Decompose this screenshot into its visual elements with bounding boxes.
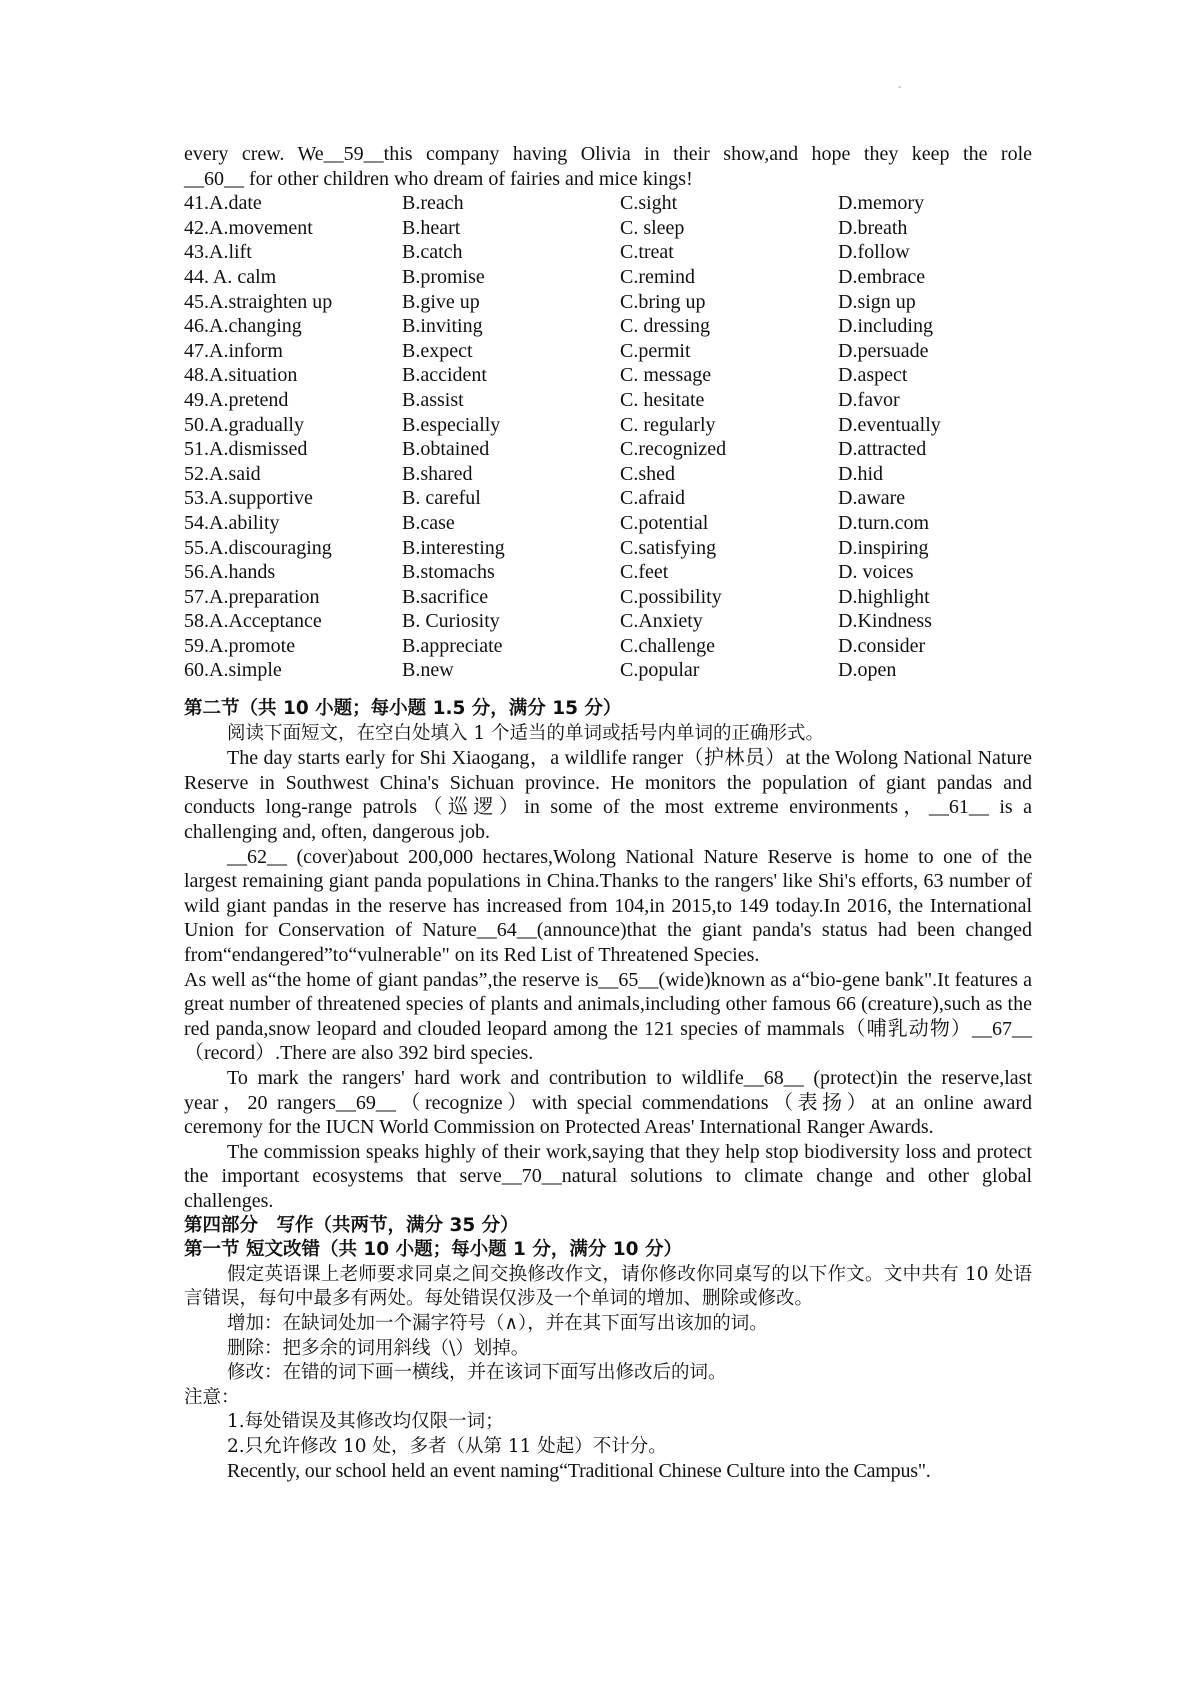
options-table bbox=[184, 191, 1032, 683]
option-d: D.inspiring bbox=[838, 536, 929, 559]
passage-paragraph-5: The commission speaks highly of their work,saying that they help stop biodiversity loss and protect the important ecosystems that serve__70__natural solutions to climate change and other global challenges. bbox=[184, 1140, 1032, 1212]
option-c: C.afraid bbox=[620, 487, 685, 510]
option-a: 48.A.situation bbox=[184, 364, 298, 387]
option-d: D.favor bbox=[838, 388, 900, 411]
rule-add: 增加：在缺词处加一个漏字符号（∧），并在其下面写出该加的词。 bbox=[227, 1312, 768, 1334]
passage-paragraph-4: To mark the rangers' hard work and contribution to wildlife__68__ (protect)in the reserve,last year，20 rangers__69__（recognize）with special commendations（表扬）at an online award ceremony for the IUCN World Commission on Protected Areas' International Ranger Awards. bbox=[184, 1066, 1032, 1139]
option-a: 51.A.dismissed bbox=[184, 438, 308, 461]
option-a: 53.A.supportive bbox=[184, 487, 313, 510]
option-b: B.especially bbox=[402, 413, 501, 436]
option-a: 55.A.discouraging bbox=[184, 536, 332, 559]
note-label: 注意： bbox=[184, 1386, 240, 1408]
option-d: D.persuade bbox=[838, 339, 929, 362]
option-a: 57.A.preparation bbox=[184, 585, 320, 608]
note-1: 1.每处错误及其修改均仅限一词； bbox=[227, 1411, 504, 1433]
document-page bbox=[184, 142, 1032, 1484]
option-b: B.inviting bbox=[402, 315, 483, 338]
option-d: D.embrace bbox=[838, 265, 926, 288]
option-row bbox=[184, 388, 1032, 413]
option-row bbox=[184, 265, 1032, 290]
option-d: D.attracted bbox=[838, 438, 927, 461]
option-c: C.possibility bbox=[620, 585, 722, 608]
option-a: 44. A. calm bbox=[184, 265, 277, 288]
option-c: C.satisfying bbox=[620, 536, 717, 559]
option-a: 43.A.lift bbox=[184, 241, 252, 264]
option-c: C. message bbox=[620, 364, 712, 387]
option-row bbox=[184, 536, 1032, 561]
option-row bbox=[184, 363, 1032, 388]
option-row bbox=[184, 560, 1032, 585]
option-row bbox=[184, 462, 1032, 487]
option-c: C.remind bbox=[620, 265, 695, 288]
option-row bbox=[184, 634, 1032, 659]
option-a: 60.A.simple bbox=[184, 659, 282, 682]
option-d: D.follow bbox=[838, 241, 910, 264]
option-a: 52.A.said bbox=[184, 462, 261, 485]
option-c: C.recognized bbox=[620, 438, 727, 461]
option-a: 42.A.movement bbox=[184, 216, 313, 239]
option-b: B. careful bbox=[402, 487, 481, 510]
option-c: C.potential bbox=[620, 511, 709, 534]
passage-paragraph-3: As well as“the home of giant pandas”,the reserve is__65__(wide)known as a“bio-gene bank".It features a great number of threatened species of plants and animals,including other famous 66 (creature),such as the red panda,snow leopard and clouded leopard among the 121 species of mammals（哺乳动物）__67__（record）.There are also 392 bird species. bbox=[184, 968, 1032, 1065]
option-c: C. sleep bbox=[620, 216, 685, 239]
option-d: D.consider bbox=[838, 634, 926, 657]
option-row bbox=[184, 413, 1032, 438]
page-mark: - bbox=[898, 82, 902, 93]
option-a: 41.A.date bbox=[184, 192, 262, 215]
passage-continuation-line-2: __60__ for other children who dream of fairies and mice kings! bbox=[184, 167, 693, 190]
option-b: B.shared bbox=[402, 462, 473, 485]
option-d: D.memory bbox=[838, 192, 925, 215]
option-row bbox=[184, 191, 1032, 216]
option-row bbox=[184, 339, 1032, 364]
section-2-instruction: 阅读下面短文，在空白处填入 1 个适当的单词或括号内单词的正确形式。 bbox=[227, 722, 825, 744]
option-d: D.turn.com bbox=[838, 511, 930, 534]
option-b: B.expect bbox=[402, 339, 473, 362]
option-a: 58.A.Acceptance bbox=[184, 610, 322, 633]
option-b: B.catch bbox=[402, 241, 463, 264]
option-c: C.bring up bbox=[620, 290, 706, 313]
option-b: B.stomachs bbox=[402, 561, 495, 584]
option-d: D. voices bbox=[838, 561, 914, 584]
option-c: C.feet bbox=[620, 561, 669, 584]
option-b: B.promise bbox=[402, 265, 485, 288]
option-a: 56.A.hands bbox=[184, 561, 276, 584]
section-2-heading: 第二节（共 10 小题；每小题 1.5 分，满分 15 分） bbox=[184, 698, 622, 720]
option-c: C.challenge bbox=[620, 634, 715, 657]
option-row bbox=[184, 658, 1032, 683]
option-c: C. dressing bbox=[620, 315, 710, 338]
option-row bbox=[184, 609, 1032, 634]
option-a: 46.A.changing bbox=[184, 315, 302, 338]
option-d: D.eventually bbox=[838, 413, 941, 436]
option-c: C.shed bbox=[620, 462, 675, 485]
option-b: B.appreciate bbox=[402, 634, 503, 657]
option-c: C.sight bbox=[620, 192, 678, 215]
option-c: C. regularly bbox=[620, 413, 716, 436]
option-d: D.including bbox=[838, 315, 933, 338]
option-a: 49.A.pretend bbox=[184, 388, 289, 411]
option-row bbox=[184, 585, 1032, 610]
option-c: C.popular bbox=[620, 659, 700, 682]
option-row bbox=[184, 290, 1032, 315]
option-c: C.treat bbox=[620, 241, 674, 264]
option-d: D.sign up bbox=[838, 290, 916, 313]
part-4-section-1-heading: 第一节 短文改错（共 10 小题；每小题 1 分，满分 10 分） bbox=[184, 1239, 682, 1261]
option-d: D.Kindness bbox=[838, 610, 932, 633]
option-a: 59.A.promote bbox=[184, 634, 296, 657]
option-row bbox=[184, 240, 1032, 265]
passage-paragraph-1: The day starts early for Shi Xiaogang，a wildlife ranger（护林员）at the Wolong National Nature Reserve in Southwest China's Sichuan province. He monitors the population of giant pandas and conducts long-range patrols（巡逻）in some of the most extreme environments，__61__ is a challenging and, often, dangerous job. bbox=[184, 747, 1032, 844]
option-d: D.breath bbox=[838, 216, 908, 239]
option-d: D.aspect bbox=[838, 364, 908, 387]
option-b: B.interesting bbox=[402, 536, 505, 559]
rule-delete: 删除：把多余的词用斜线（\）划掉。 bbox=[227, 1337, 530, 1359]
passage-paragraph-2: __62__ (cover)about 200,000 hectares,Wolong National Nature Reserve is home to one of the largest remaining giant panda populations in China.Thanks to the rangers' like Shi's efforts, 63 number of wild giant pandas in the reserve has increased from 104,in 2015,to 149 today.In 2016, the International Union for Conservation of Nature__64__(announce)that the giant panda's status had been changed from“endangered”to“vulnerable" on its Red List of Threatened Species. bbox=[184, 845, 1032, 966]
option-c: C. hesitate bbox=[620, 388, 705, 411]
option-d: D.highlight bbox=[838, 585, 930, 608]
option-a: 50.A.gradually bbox=[184, 413, 304, 436]
option-b: B.reach bbox=[402, 192, 464, 215]
option-b: B.give up bbox=[402, 290, 480, 313]
option-b: B.new bbox=[402, 659, 454, 682]
passage-continuation-line-1: every crew. We__59__this company having Olivia in their show,and hope they keep the role bbox=[184, 143, 1032, 165]
option-b: B.obtained bbox=[402, 438, 490, 461]
option-a: 54.A.ability bbox=[184, 511, 280, 534]
option-row bbox=[184, 314, 1032, 339]
note-2: 2.只允许修改 10 处，多者（从第 11 处起）不计分。 bbox=[227, 1435, 667, 1457]
option-row bbox=[184, 486, 1032, 511]
option-a: 47.A.inform bbox=[184, 339, 283, 362]
option-row bbox=[184, 511, 1032, 536]
option-b: B.accident bbox=[402, 364, 487, 387]
option-d: D.hid bbox=[838, 462, 883, 485]
option-a: 45.A.straighten up bbox=[184, 290, 333, 313]
essay-first-line: Recently, our school held an event naming“Traditional Chinese Culture into the Campus". bbox=[227, 1460, 931, 1483]
option-c: C.permit bbox=[620, 339, 691, 362]
option-b: B. Curiosity bbox=[402, 610, 500, 633]
option-row bbox=[184, 437, 1032, 462]
option-d: D.open bbox=[838, 659, 897, 682]
part-4-heading: 第四部分 写作（共两节，满分 35 分） bbox=[184, 1214, 519, 1236]
option-b: B.sacrifice bbox=[402, 585, 489, 608]
option-row bbox=[184, 216, 1032, 241]
option-c: C.Anxiety bbox=[620, 610, 703, 633]
error-correction-intro: 假定英语课上老师要求同桌之间交换修改作文，请你修改你同桌写的以下作文。文中共有 10 处语言错误，每句中最多有两处。每处错误仅涉及一个单词的增加、删除或修改。 bbox=[184, 1263, 1032, 1310]
option-b: B.heart bbox=[402, 216, 461, 239]
option-b: B.assist bbox=[402, 388, 464, 411]
rule-modify: 修改：在错的词下画一横线，并在该词下面写出修改后的词。 bbox=[227, 1362, 727, 1384]
option-b: B.case bbox=[402, 511, 455, 534]
option-d: D.aware bbox=[838, 487, 906, 510]
